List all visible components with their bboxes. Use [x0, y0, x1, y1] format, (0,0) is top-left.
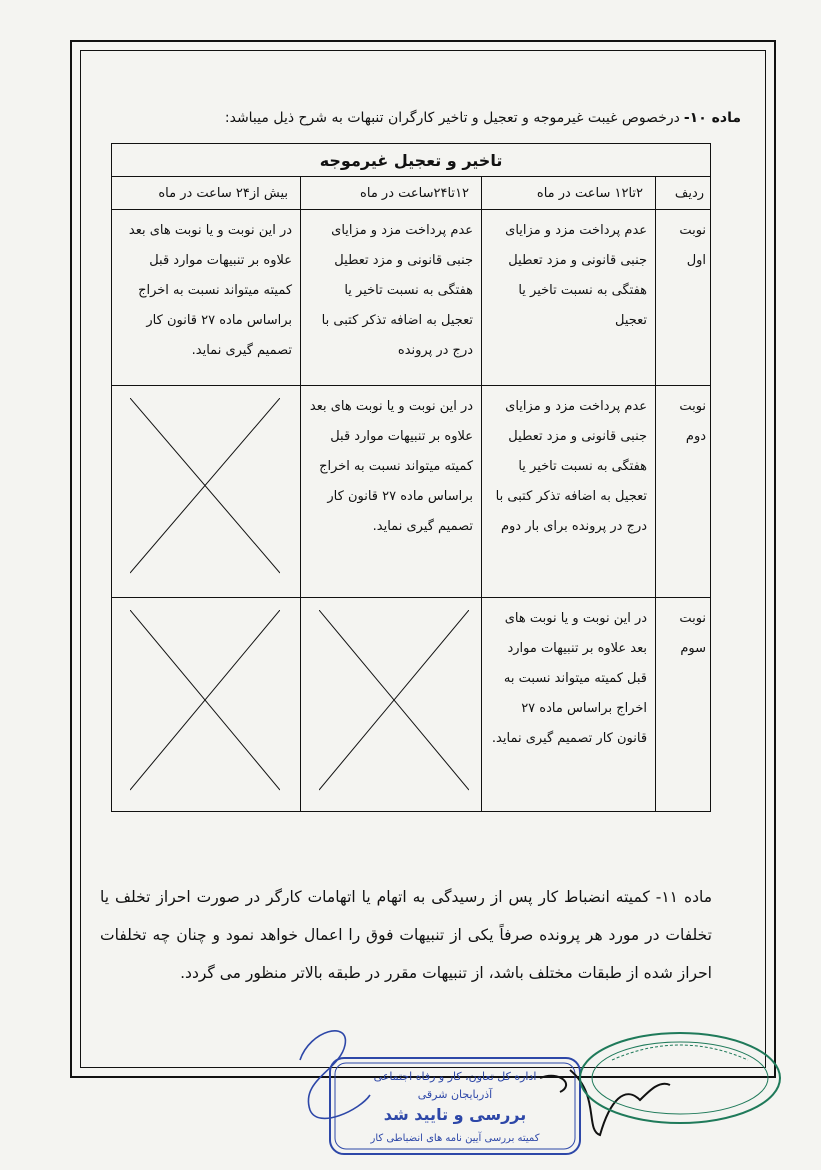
table-cell: در این نوبت و یا نوبت های بعد علاوه بر تنبیهات موارد قبل کمیته میتواند نسبت به اخراج براساس ماده ۲۷ قانون کار تصمیم گیری نماید. — [482, 598, 656, 812]
article-11-paragraph: ماده ۱۱- کمیته انضباط کار پس از رسیدگی به اتهام یا اتهامات کارگر در صورت احراز تخلف یا تخلفات در مورد هر پرونده صرفاً یکی از تنبیهات فوق را اعمال خواهد نمود و چنان چه تخلفات احراز شده از طبقات مختلف باشد، از تنبیهات مقرر در طبقه بالاتر منظور می گردد. — [100, 888, 712, 982]
table-cell: عدم پرداخت مزد و مزایای جنبی قانونی و مزد تعطیل هفتگی به نسبت تاخیر یا تعجیل به اضافه تذکر کتبی با درج در پرونده برای بار دوم — [482, 386, 656, 598]
column-header: ردیف — [656, 177, 711, 210]
article-10-number: ماده ۱۰- — [683, 110, 741, 126]
row-label: نوبت اول — [656, 210, 711, 386]
blue-stamp-line3: بررسی و تایید شد — [383, 1105, 527, 1124]
table-cell: در این نوبت و یا نوبت های بعد علاوه بر تنبیهات موارد قبل کمیته میتواند نسبت به اخراج براساس ماده ۲۷ قانون کار تصمیم گیری نماید. — [112, 210, 301, 386]
article-10-text: درخصوص غیبت غیرموجه و تعجیل و تاخیر کارگران تنبهات به شرح ذیل میباشد: — [224, 110, 680, 126]
column-header: ۲تا۱۲ ساعت در ماه — [482, 177, 656, 210]
table-cell: عدم پرداخت مزد و مزایای جنبی قانونی و مزد تعطیل هفتگی به نسبت تاخیر یا تعجیل به اضافه تذکر کتبی با درج در پرونده — [301, 210, 482, 386]
signature-black — [540, 1070, 670, 1135]
blue-stamp-line1: اداره کل تعاون، کار و رفاه اجتماعی — [373, 1070, 537, 1083]
blue-stamp-line2: آذربایجان شرقی — [417, 1088, 493, 1101]
column-header: ۱۲تا۲۴ساعت در ماه — [301, 177, 482, 210]
column-header: بیش از۲۴ ساعت در ماه — [112, 177, 301, 210]
blue-stamp-line4: کمیته بررسی آیین نامه های انضباطی کار — [370, 1133, 540, 1144]
table-cell: در این نوبت و یا نوبت های بعد علاوه بر تنبیهات موارد قبل کمیته میتواند نسبت به اخراج براساس ماده ۲۷ قانون کار تصمیم گیری نماید. — [301, 386, 482, 598]
row-label: نوبت دوم — [656, 386, 711, 598]
table-cell: عدم پرداخت مزد و مزایای جنبی قانونی و مزد تعطیل هفتگی به نسبت تاخیر یا تعجیل — [482, 210, 656, 386]
table-title: تاخیر و تعجیل غیرموجه — [112, 144, 711, 177]
row-label: نوبت سوم — [656, 598, 711, 812]
green-round-stamp — [580, 1033, 780, 1123]
blue-stamp — [330, 1058, 580, 1154]
